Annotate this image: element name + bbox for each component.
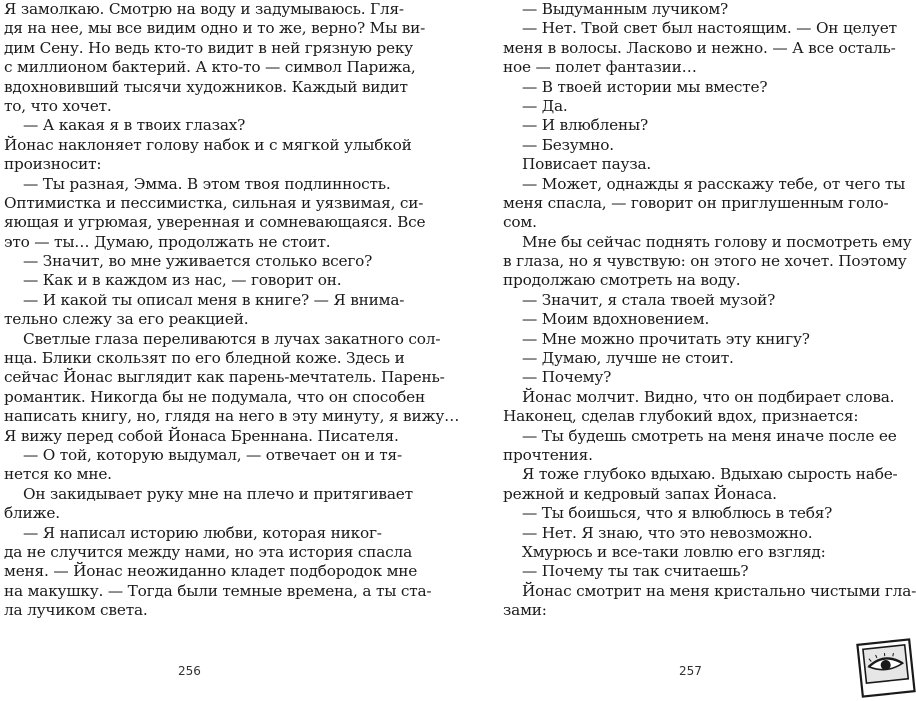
text-line: Йонас смотрит на меня кристально чистыми гла- <box>522 581 916 600</box>
text-line: — Моим вдохновением. <box>522 310 710 329</box>
text-line: продолжаю смотреть на воду. <box>503 271 741 290</box>
text-line: ближе. <box>4 504 60 523</box>
text-line: написать книгу, но, глядя на него в эту минуту, я вижу… <box>4 407 460 426</box>
text-line: — И какой ты описал меня в книге? — Я внима- <box>23 290 405 309</box>
text-line: меня спасла, — говорит он приглушенным голо- <box>503 193 889 212</box>
text-line: нется ко мне. <box>4 465 112 484</box>
text-line: режной и кедровый запах Йонаса. <box>503 484 777 503</box>
text-line: — Думаю, лучше не стоит. <box>522 349 734 368</box>
text-line: — Как и в каждом из нас, — говорит он. <box>23 271 342 290</box>
text-line: — А какая я в твоих глазах? <box>23 116 246 135</box>
text-line: в глаза, но я чувствую: он этого не хочет. Поэтому <box>503 252 907 271</box>
text-line: то, что хочет. <box>4 96 112 115</box>
text-line: Я замолкаю. Смотрю на воду и задумываюсь. Гля- <box>4 0 404 18</box>
text-line: на макушку. — Тогда были темные времена, а ты ста- <box>4 581 432 600</box>
text-line: нца. Блики скользят по его бледной коже. Здесь и <box>4 349 405 368</box>
text-line: — И влюблены? <box>522 116 648 135</box>
text-line: Йонас молчит. Видно, что он подбирает слова. <box>522 387 895 406</box>
text-line: тельно слежу за его реакцией. <box>4 310 249 329</box>
text-line: — В твоей истории мы вместе? <box>522 77 768 96</box>
text-line: — Нет. Твой свет был настоящим. — Он целует <box>522 19 897 38</box>
text-line: — О той, которую выдумал, — отвечает он и тя- <box>23 445 402 464</box>
left-page-number: 256 <box>178 664 201 678</box>
text-line: дим Сену. Но ведь кто-то видит в ней грязную реку <box>4 38 413 57</box>
text-line: — Значит, я стала твоей музой? <box>522 290 776 309</box>
text-line: Мне бы сейчас поднять голову и посмотреть ему <box>522 232 912 251</box>
text-line: ное — полет фантазии… <box>503 58 697 77</box>
text-line: прочтения. <box>503 445 593 464</box>
text-line: — Может, однажды я расскажу тебе, от чего ты <box>522 174 906 193</box>
text-line: меня в волосы. Ласково и нежно. — А все осталь- <box>503 38 896 57</box>
right-page-number: 257 <box>679 664 702 678</box>
text-line: сейчас Йонас выглядит как парень-мечтатель. Парень- <box>4 368 445 387</box>
text-line: Он закидывает руку мне на плечо и притягивает <box>23 484 413 503</box>
text-line: — Почему? <box>522 368 612 387</box>
text-line: с миллионом бактерий. А кто-то — символ Парижа, <box>4 58 416 77</box>
text-line: произносит: <box>4 155 102 174</box>
text-line: сом. <box>503 213 537 232</box>
text-line: Йонас наклоняет голову набок и с мягкой улыбкой <box>4 135 412 154</box>
text-line: — Ты будешь смотреть на меня иначе после ее <box>522 426 897 445</box>
text-line: Повисает пауза. <box>522 155 652 174</box>
text-line: ла лучиком света. <box>4 601 148 620</box>
text-line: романтик. Никогда бы не подумала, что он способен <box>4 387 425 406</box>
text-line: Оптимистка и пессимистка, сильная и уязвимая, си- <box>4 193 424 212</box>
text-line: — Безумно. <box>522 135 614 154</box>
text-line: Я вижу перед собой Йонаса Бреннана. Писателя. <box>4 426 399 445</box>
text-line: зами: <box>503 601 547 620</box>
text-line: Светлые глаза переливаются в лучах закатного сол- <box>23 329 441 348</box>
text-line: — Почему ты так считаешь? <box>522 562 749 581</box>
text-line: — Я написал историю любви, которая никог- <box>23 523 382 542</box>
text-line: Наконец, сделав глубокий вдох, признается: <box>503 407 859 426</box>
text-line: Хмурюсь и все-таки ловлю его взгляд: <box>522 542 826 561</box>
text-line: это — ты… Думаю, продолжать не стоит. <box>4 232 331 251</box>
text-line: — Выдуманным лучиком? <box>522 0 729 18</box>
text-line: Я тоже глубоко вдыхаю. Вдыхаю сырость набе- <box>522 465 898 484</box>
text-line: дя на нее, мы все видим одно и то же, верно? Мы ви- <box>4 19 426 38</box>
text-line: — Нет. Я знаю, что это невозможно. <box>522 523 813 542</box>
text-line: меня. — Йонас неожиданно кладет подбородок мне <box>4 562 418 581</box>
left-page-text <box>4 0 460 621</box>
text-line: — Да. <box>522 96 568 115</box>
text-line: — Ты разная, Эмма. В этом твоя подлинность. <box>23 174 391 193</box>
text-line: — Значит, во мне уживается столько всего? <box>23 252 373 271</box>
text-line: яющая и угрюмая, уверенная и сомневающаяся. Все <box>4 213 426 232</box>
text-line: — Мне можно прочитать эту книгу? <box>522 329 810 348</box>
right-page-text <box>503 0 916 621</box>
text-line: да не случится между нами, но эта история спасла <box>4 542 412 561</box>
eye-polaroid-icon <box>855 637 916 699</box>
text-line: вдохновивший тысячи художников. Каждый видит <box>4 77 408 96</box>
text-line: — Ты боишься, что я влюблюсь в тебя? <box>522 504 833 523</box>
